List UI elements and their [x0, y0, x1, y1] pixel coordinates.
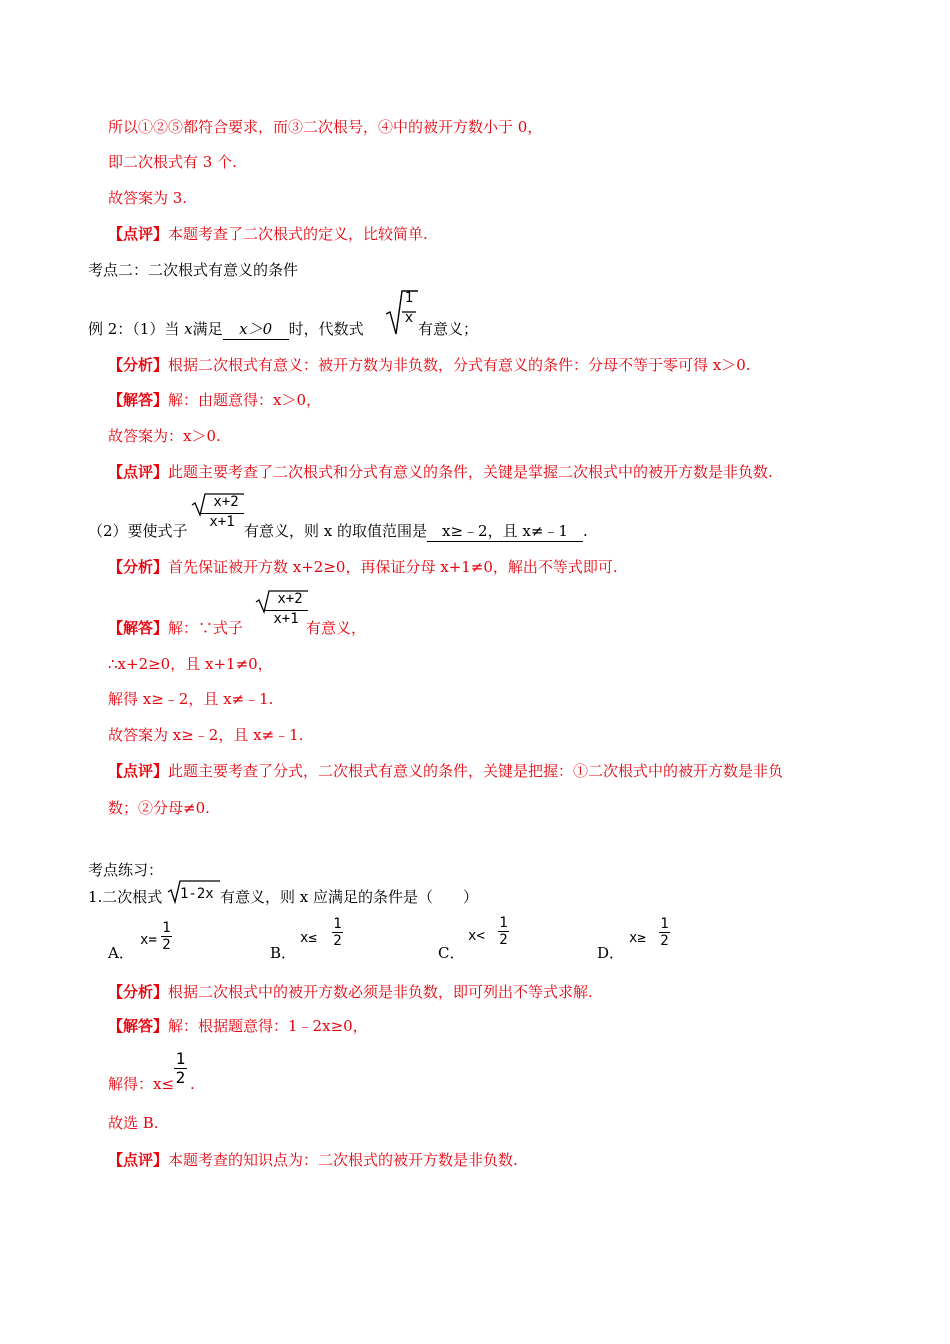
- fraction-sqrt-x-plus-2-over-x-plus-1: [264, 591, 308, 628]
- answer-line-5: 解得 x≥﹣2，且 x≠﹣1.: [108, 690, 274, 708]
- question-1-suffix: 有意义，则 x 应满足的条件是（ ）: [220, 888, 478, 906]
- fraction-numerator: 1: [404, 290, 414, 306]
- comment-line-2: [108, 462, 773, 482]
- answer-tag: 【解答】: [108, 619, 169, 637]
- option-a-expr: x=: [140, 932, 157, 948]
- ex2-answer-blank: [223, 319, 289, 340]
- ex2-p2-mid: 有意义，则 x 的取值范围是: [244, 522, 427, 540]
- example2-part1: [88, 319, 364, 340]
- option-b-fraction: 1 2: [333, 916, 342, 949]
- ex2-end: 有意义；: [418, 320, 479, 338]
- analysis-text: 根据二次根式中的被开方数必须是非负数，即可列出不等式求解.: [168, 983, 593, 1001]
- example2-part2-rest: [244, 521, 588, 542]
- answer-line-3: [108, 618, 243, 638]
- answer-tag: 【解答】: [108, 391, 169, 409]
- fraction-denominator: x+1: [273, 611, 299, 627]
- comment-text: 此题主要考查了分式，二次根式有意义的条件，关键是把握：①二次根式中的被开方数是非负: [168, 762, 784, 780]
- solution-line-3: 故答案为 3.: [108, 189, 188, 207]
- option-d-expr: x≥: [629, 930, 646, 946]
- ex2-answer: x＞0: [239, 320, 273, 338]
- comment-tag: 【点评】: [108, 225, 169, 243]
- comment-tag: 【点评】: [108, 762, 169, 780]
- fraction-numerator: x+2: [213, 494, 239, 510]
- ex2-prefix: 例 2：（1）当: [88, 320, 180, 338]
- practice-title: 考点练习：: [88, 861, 164, 879]
- answer-line-9: 故选 B.: [108, 1114, 159, 1132]
- answer-line-4: ∴x+2≥0，且 x+1≠0，: [108, 655, 273, 673]
- answer-text: 解：由题意得：x＞0，: [168, 391, 322, 409]
- ex2-p2-end: .: [583, 522, 588, 540]
- analysis-line: [108, 355, 751, 375]
- answer-line-6: 故答案为 x≥﹣2，且 x≠﹣1.: [108, 726, 304, 744]
- comment-tag: 【点评】: [108, 1151, 169, 1169]
- ex2-p2-answer: x≥﹣2，且 x≠﹣1: [442, 522, 568, 540]
- fraction-numerator: x+2: [277, 591, 303, 607]
- analysis-tag: 【分析】: [108, 356, 169, 374]
- answer-line-2: 故答案为：x＞0.: [108, 427, 221, 445]
- answer-line-8: 解得：x≤: [108, 1075, 175, 1093]
- ex2-suffix: 时，代数式: [288, 320, 364, 338]
- analysis-tag: 【分析】: [108, 983, 169, 1001]
- fraction-1-over-x: [402, 290, 416, 327]
- question-1-prefix: 1.二次根式: [88, 888, 163, 906]
- fraction-denominator: x+1: [209, 514, 235, 530]
- analysis-tag: 【分析】: [108, 558, 169, 576]
- solution-line-2: 即二次根式有 3 个.: [108, 153, 237, 171]
- option-b-expr: x≤: [300, 930, 317, 946]
- comment-text: 本题考查的知识点为：二次根式的被开方数是非负数.: [168, 1151, 518, 1169]
- analysis-line-3: [108, 982, 593, 1002]
- answer-tag: 【解答】: [108, 1017, 169, 1035]
- comment-line: [108, 224, 428, 244]
- comment-text: 此题主要考查了二次根式和分式有意义的条件，关键是掌握二次根式中的被开方数是非负数.: [168, 463, 773, 481]
- option-a-label: A．: [108, 944, 134, 962]
- comment-line-3: [108, 761, 783, 781]
- comment-text: 本题考查了二次根式的定义，比较简单.: [168, 225, 428, 243]
- answer-line: [108, 390, 321, 410]
- fraction-sqrt-x-plus-2-over-x-plus-1: [200, 494, 244, 531]
- ex2-p2-answer-blank: [427, 521, 583, 542]
- example2-part2-prefix: （2）要使式子: [88, 522, 188, 540]
- answer-line-7: [108, 1016, 368, 1036]
- analysis-line-2: [108, 557, 618, 577]
- option-c-fraction: 1 2: [499, 915, 508, 948]
- radicand: 1-2x: [180, 886, 214, 902]
- analysis-text: 根据二次根式有意义：被开方数为非负数，分式有意义的条件：分母不等于零可得 x＞0.: [168, 356, 751, 374]
- option-b-label: B．: [270, 944, 297, 962]
- answer-text: 解：∵式子: [168, 619, 244, 637]
- answer-fraction: 1 2: [175, 1049, 186, 1087]
- option-c-label: C．: [438, 944, 465, 962]
- comment-line-4: [108, 1150, 518, 1170]
- option-d-fraction: 1 2: [660, 916, 669, 949]
- fraction-denominator: x: [404, 310, 414, 326]
- answer-period: .: [190, 1075, 195, 1093]
- solution-line-1: 所以①②⑤都符合要求，而③二次根号，④中的被开方数小于 0，: [108, 118, 543, 136]
- answer-text: 解：根据题意得：1﹣2x≥0，: [168, 1017, 368, 1035]
- ex2-var: x: [184, 320, 193, 338]
- analysis-text: 首先保证被开方数 x+2≥0，再保证分母 x+1≠0，解出不等式即可.: [168, 558, 618, 576]
- answer-end: 有意义，: [306, 619, 367, 637]
- comment-tag: 【点评】: [108, 463, 169, 481]
- section-title: 考点二：二次根式有意义的条件: [88, 261, 299, 279]
- comment-line-3b: 数；②分母≠0.: [108, 799, 210, 817]
- option-a-fraction: 1 2: [162, 920, 171, 953]
- ex2-mid: 满足: [192, 320, 223, 338]
- option-d-label: D．: [597, 944, 625, 962]
- option-c-expr: x<: [468, 928, 485, 944]
